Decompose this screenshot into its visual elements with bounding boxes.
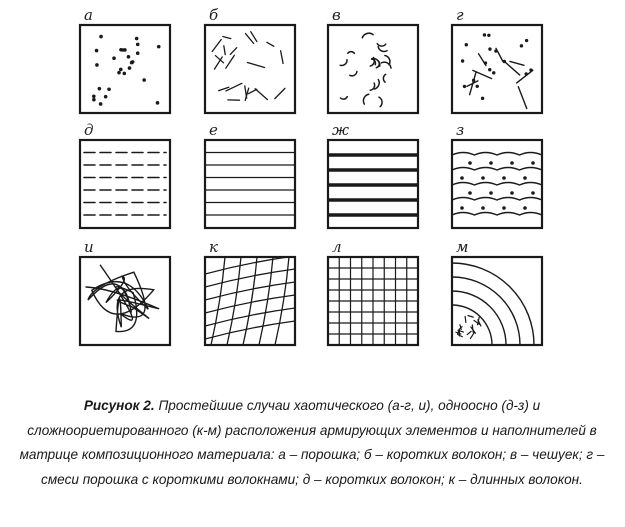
panel-a xyxy=(80,6,170,113)
panel-label-v: в xyxy=(332,6,341,24)
panel-pattern-dashed-layers xyxy=(84,153,166,216)
panel-pattern-dots xyxy=(92,35,161,106)
panel-i xyxy=(80,238,170,345)
panel-label-k: к xyxy=(209,238,218,256)
panel-frame xyxy=(452,25,542,113)
panel-label-d: д xyxy=(84,121,94,139)
panel-pattern-flakes xyxy=(340,33,391,106)
caption-text: Простейшие случаи хаотического (а-г, и), одноосно (д-з) и сложноориетированного (к-м) расположения армирующих элементов и наполнителей в матрице композиционного материала: а – порошка; б – коротких волокон; в – чешуек; г – смеси порошка с короткими волокнами; д – коротких волокон; к – длинных волокон. xyxy=(19,398,605,487)
panel-label-a: а xyxy=(84,6,93,24)
panel-label-zh: ж xyxy=(332,121,350,139)
panel-pattern-thin-layers xyxy=(205,153,295,216)
panel-frame xyxy=(328,25,418,113)
panel-pattern-grid xyxy=(328,257,418,345)
panel-pattern-short-fibers xyxy=(212,32,285,101)
panel-label-m: м xyxy=(456,238,469,256)
panel-label-b: б xyxy=(209,6,219,24)
panel-frame xyxy=(452,257,542,345)
figure-label: Рисунок 2. xyxy=(83,398,155,413)
panel-zh xyxy=(328,121,418,228)
panel-pattern-curved-grid xyxy=(205,256,295,345)
panel-pattern-tangled-fiber xyxy=(86,265,159,331)
figure-caption xyxy=(6,394,618,492)
panel-g xyxy=(452,6,542,113)
panel-l xyxy=(328,238,418,345)
panel-pattern-dots-and-fibers xyxy=(461,33,533,108)
panel-d xyxy=(80,121,170,228)
panel-pattern-wavy-layers-dots xyxy=(452,153,542,216)
panel-label-e: е xyxy=(209,121,218,139)
panel-k xyxy=(205,238,295,345)
panel-label-l: л xyxy=(332,238,342,256)
panel-z xyxy=(452,121,542,228)
panel-pattern-arcs-and-fibers xyxy=(452,263,534,345)
panel-label-z: з xyxy=(456,121,465,139)
panel-m xyxy=(452,238,542,345)
panel-e xyxy=(205,121,295,228)
panel-pattern-thick-layers xyxy=(328,155,418,215)
panel-label-g: г xyxy=(456,6,464,24)
panel-label-i: и xyxy=(84,238,94,256)
panel-v xyxy=(328,6,418,113)
panel-b xyxy=(205,6,295,113)
